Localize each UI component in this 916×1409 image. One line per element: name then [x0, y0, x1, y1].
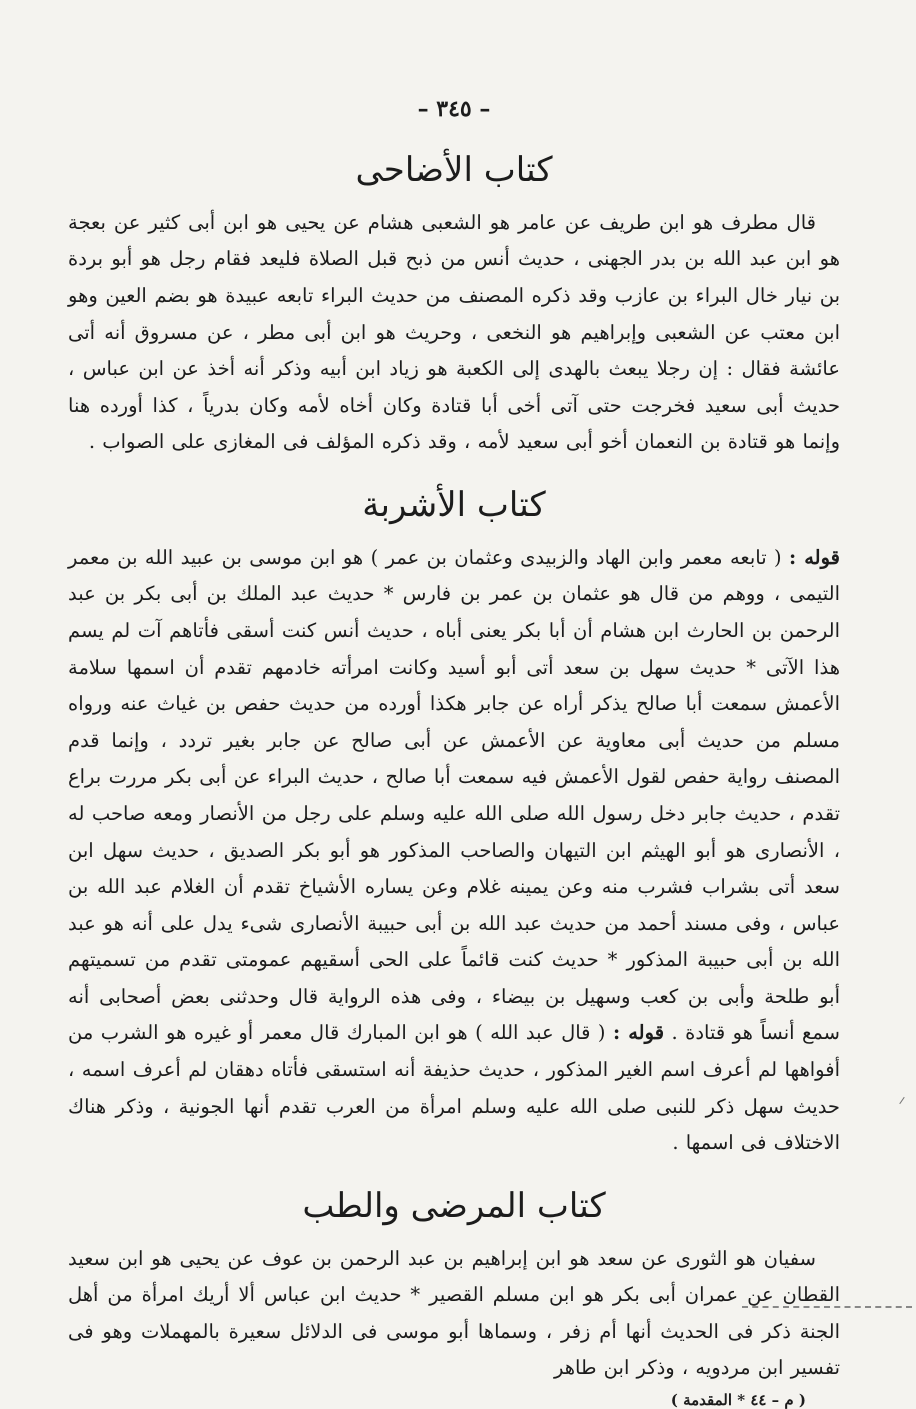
- signature-reference: ( م – ٤٤ * المقدمة ): [670, 1391, 806, 1409]
- margin-mark: [899, 1097, 904, 1104]
- chapter-title-ashriba: كتاب الأشربة: [362, 484, 546, 525]
- keyword-qawluhu-2: قوله :: [613, 1021, 665, 1045]
- paragraph-ashriba-2-text: ( قال عبد الله ) هو ابن المبارك قال معمر أو غيره هو الشرب من أفواهها لم أعرف اسم الغير المذكور ، حديث حذيفة أنه استسقى فأتاه دهقان لم أعرف اسمه ، حديث سهل ذكر للنبى صلى الله عليه وسلم امرأة من العرب تقدم أنها الجونية ، وذكر هناك الاختلاف فى اسمها .: [68, 1021, 840, 1155]
- page-number: – ٣٤٥ –: [417, 96, 491, 122]
- paragraph-adahi: قال مطرف هو ابن طريف عن عامر هو الشعبى هشام عن يحيى هو ابن أبى كثير عن بعجة هو ابن عبد الله بن بدر الجهنى ، حديث أنس من ذبح قبل الصلاة فليعد فقام رجل هو أبو بردة بن نيار خال البراء بن عازب وقد ذكره المصنف من حديث البراء تابعه عبيدة هو بضم العين وهو ابن معتب عن الشعبى وإبراهيم هو النخعى ، وحريث هو ابن أبى مطر ، عن مسروق أنه أتى عائشة فقال : إن رجلا يبعث بالهدى إلى الكعبة هو زياد ابن أبيه وذكر أنه أخذ عن ابن عباس ، حديث أبى سعيد فخرجت حتى آتى أخى أبا قتادة وكان أخاه لأمه وكان بدرياً ، كذا أورده هنا وإنما هو قتادة بن النعمان أخو أبى سعيد لأمه ، وقد ذكره المؤلف فى المغازى على الصواب .: [68, 210, 840, 454]
- paragraph-marda-wa-tibb: سفيان هو الثورى عن سعد هو ابن إبراهيم بن عبد الرحمن بن عوف عن يحيى هو ابن سعيد القطان عن عمران أبى بكر هو ابن مسلم القصير * حديث ابن عباس ألا أريك امرأة من أهل الجنة ذكر فى الحديث أنها أم زفر ، وسماها أبو موسى فى الدلائل سعيرة بالمهملات وهو فى تفسير ابن مردويه ، وذكر ابن طاهر: [68, 1246, 840, 1380]
- chapter-title-marda-wa-tibb: كتاب المرضى والطب: [302, 1185, 606, 1226]
- keyword-qawluhu: قوله :: [789, 545, 840, 569]
- paragraph-ashriba-1-text: ( تابعه معمر وابن الهاد والزبيدى وعثمان بن عمر ) هو ابن موسى بن عبيد الله بن معمر التيمى ، ووهم من قال هو عثمان بن عمر بن فارس * حديث عبد الملك بن أبى بكر بن عبد الرحمن بن الحارث ابن هشام أن أبا بكر يعنى أباه ، حديث أنس كنت أسقى فأتاهم آت لم يسم هذا الآتى * حديث سهل بن سعد أتى أبو أسيد وكانت امرأته خادمهم تقدم أن اسمها سلامة الأعمش سمعت أبا صالح يذكر أراه عن جابر هكذا أورده من حديث حفص بن غياث عنه ورواه مسلم من حديث أبى معاوية عن الأعمش عن أبى صالح عن جابر بغير تردد ، وإنما قدم المصنف رواية حفص لقول الأعمش فيه سمعت أبا صالح ، حديث البراء عن أبى بكر مررت براع تقدم ، حديث جابر دخل رسول الله صلى الله عليه وسلم على رجل من الأنصار ومعه صاحب له ، الأنصارى هو أبو الهيثم ابن التيهان والصاحب المذكور هو أبو بكر الصديق ، حديث سهل ابن سعد أتى بشراب فشرب منه وعن يمينه غلام وعن يساره الأشياخ تقدم أن الغلام عبد الله بن عباس ، وفى مسند أحمد من حديث عبد الله بن أبى حبيبة الأنصارى شىء يدل على أنه هو عبد الله بن أبى حبيبة المذكور * حديث كنت قائماً على الحى أسقيهم عمومتى تقدم من تسميتهم أبو طلحة وأبى بن كعب وسهيل بن بيضاء ، وفى هذه الرواية قال وحدثنى بعض أصحابى أنه سمع أنساً هو قتادة .: [68, 545, 841, 1045]
- paragraph-ashriba-1: [68, 540, 840, 1162]
- chapter-title-adahi: كتاب الأضاحى: [355, 150, 553, 190]
- bottom-rule: [742, 1306, 912, 1310]
